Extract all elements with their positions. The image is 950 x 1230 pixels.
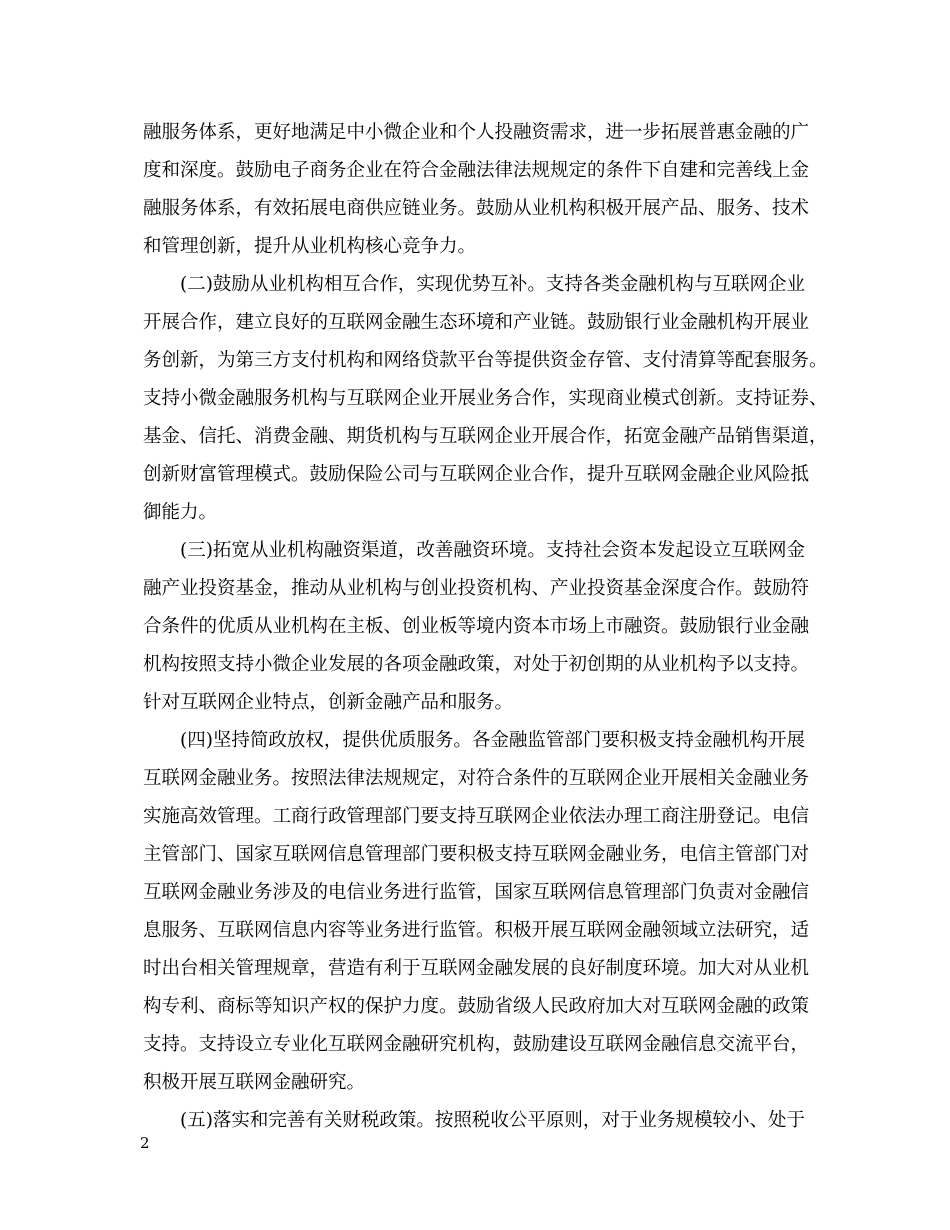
paragraph-heading-line: (二)鼓励从业机构相互合作，实现优势互补。支持各类金融机构与互联网企业 <box>180 274 805 295</box>
text-line: 融服务体系，更好地满足中小微企业和个人投融资需求，进一步拓展普惠金融的广 <box>143 122 810 143</box>
text-line: 实施高效管理。工商行政管理部门要支持互联网企业依法办理工商注册登记。电信 <box>143 806 810 827</box>
text-line: 基金、信托、消费金融、期货机构与互联网企业开展合作，拓宽金融产品销售渠道， <box>143 426 828 447</box>
text-line: 和管理创新，提升从业机构核心竞争力。 <box>143 236 477 257</box>
text-line: 互联网金融业务。按照法律法规规定，对符合条件的互联网企业开展相关金融业务 <box>143 768 810 789</box>
text-line: 积极开展互联网金融研究。 <box>143 1072 366 1093</box>
text-line: 主管部门、国家互联网信息管理部门要积极支持互联网金融业务，电信主管部门对 <box>143 844 810 865</box>
text-line: 支持。支持设立专业化互联网金融研究机构，鼓励建设互联网金融信息交流平台， <box>143 1034 810 1055</box>
text-line: 时出台相关管理规章，营造有利于互联网金融发展的良好制度环境。加大对从业机 <box>143 958 810 979</box>
text-line: 针对互联网企业特点，创新金融产品和服务。 <box>143 692 514 713</box>
text-line: 务创新，为第三方支付机构和网络贷款平台等提供资金存管、支付清算等配套服务。 <box>143 350 828 371</box>
paragraph-heading-line: (三)拓宽从业机构融资渠道，改善融资环境。支持社会资本发起设立互联网金 <box>180 540 805 561</box>
text-line: 开展合作，建立良好的互联网金融生态环境和产业链。鼓励银行业金融机构开展业 <box>143 312 810 333</box>
paragraph-heading-line: (四)坚持简政放权，提供优质服务。各金融监管部门要积极支持金融机构开展 <box>180 730 805 751</box>
text-line: 合条件的优质从业机构在主板、创业板等境内资本市场上市融资。鼓励银行业金融 <box>143 616 810 637</box>
text-line: 互联网金融业务涉及的电信业务进行监管，国家互联网信息管理部门负责对金融信 <box>143 882 810 903</box>
text-line: 融产业投资基金，推动从业机构与创业投资机构、产业投资基金深度合作。鼓励符 <box>143 578 810 599</box>
text-line: 机构按照支持小微企业发展的各项金融政策，对处于初创期的从业机构予以支持。 <box>143 654 810 675</box>
text-line: 支持小微金融服务机构与互联网企业开展业务合作，实现商业模式创新。支持证券、 <box>143 388 828 409</box>
paragraph-heading-line: (五)落实和完善有关财税政策。按照税收公平原则，对于业务规模较小、处于 <box>180 1110 805 1131</box>
text-line: 息服务、互联网信息内容等业务进行监管。积极开展互联网金融领域立法研究，适 <box>143 920 810 941</box>
text-line: 度和深度。鼓励电子商务企业在符合金融法律法规规定的条件下自建和完善线上金 <box>143 160 810 181</box>
text-line: 创新财富管理模式。鼓励保险公司与互联网企业合作，提升互联网金融企业风险抵 <box>143 464 810 485</box>
page-number: 2 <box>140 1134 150 1152</box>
text-line: 融服务体系，有效拓展电商供应链业务。鼓励从业机构积极开展产品、服务、技术 <box>143 198 810 219</box>
text-line: 构专利、商标等知识产权的保护力度。鼓励省级人民政府加大对互联网金融的政策 <box>143 996 810 1017</box>
text-line: 御能力。 <box>143 502 218 523</box>
